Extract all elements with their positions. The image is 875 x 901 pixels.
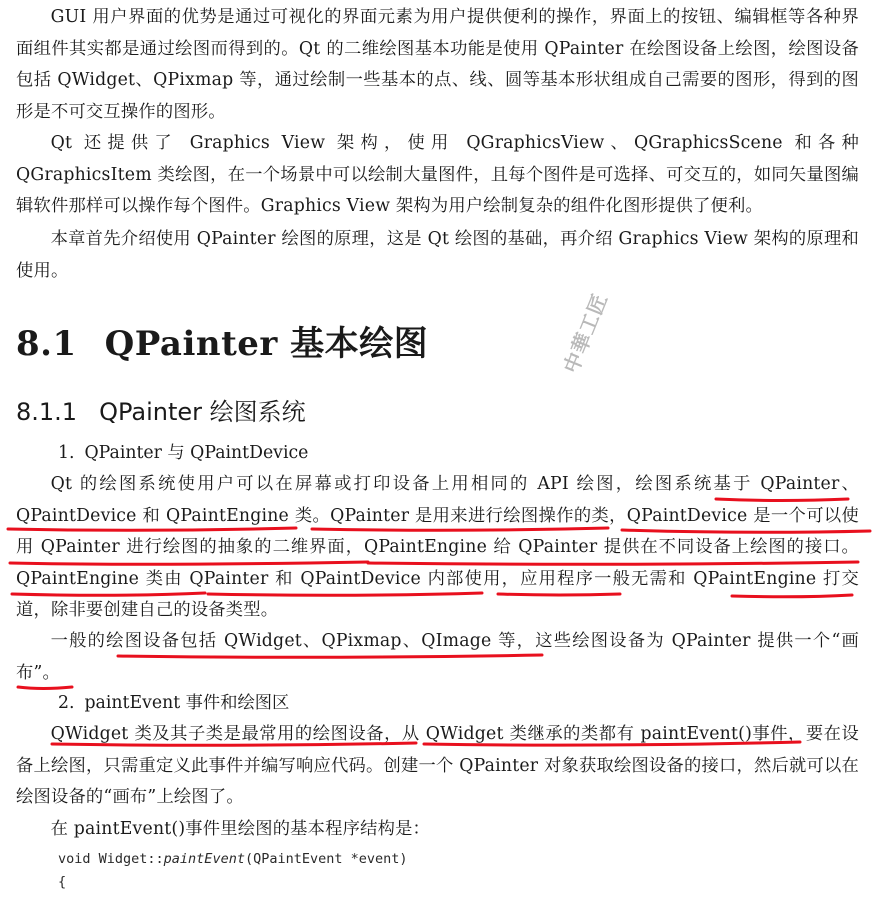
item-1-heading bbox=[58, 438, 308, 470]
code-func-params: (QPaintEvent *event) bbox=[244, 851, 408, 867]
code-func-name: paintEvent bbox=[163, 851, 245, 867]
item-1-paragraph-1: Qt 的绘图系统使用户可以在屏幕或打印设备上用相同的 API 绘图，绘图系统基于 QPainter、QPaintDevice 和 QPaintEngine 类。QPainter 是用来进行绘图操作的类，QPaintDevice 是一个可以使用 QPainter 进行绘图的抽象的二维界面，QPaintEngine 给 QPainter 提供在不同设备上绘图的接口。QPaintEngine 类由 QPainter 和 QPaintDevice 内部使用，应用程序一般无需和 QPaintEngine 打交道，除非要创建自己的设备类型。 bbox=[16, 474, 859, 621]
item-1-number: 1. bbox=[58, 443, 75, 463]
section-number: 8.1 bbox=[16, 324, 77, 364]
section-title: QPainter 基本绘图 bbox=[104, 324, 429, 364]
code-func-prefix: void Widget:: bbox=[58, 851, 164, 867]
watermark-stamp: 中華工匠 bbox=[558, 289, 613, 377]
item-2-paragraph-2: 在 paintEvent()事件里绘图的基本程序结构是： bbox=[50, 819, 431, 839]
intro-paragraph-3: 本章首先介绍使用 QPainter 绘图的原理，这是 Qt 绘图的基础，再介绍 Graphics View 架构的原理和使用。 bbox=[16, 229, 859, 281]
section-heading bbox=[16, 316, 428, 365]
item-1-title: QPainter 与 QPaintDevice bbox=[84, 443, 309, 463]
item-2-number: 2. bbox=[58, 693, 75, 713]
code-line-2: { bbox=[58, 874, 67, 890]
code-line-1 bbox=[58, 851, 408, 867]
intro-paragraph-2: Qt 还提供了 Graphics View 架构，使用 QGraphicsView、QGraphicsScene 和各种 QGraphicsItem 类绘图，在一个场景中可以绘制大量图件，且每个图件是可选择、可交互的，如同矢量图编辑软件那样可以操作每个图件。Graphics View 架构为用户绘制复杂的组件化图形提供了便利。 bbox=[16, 133, 859, 217]
subsection-heading bbox=[16, 392, 306, 427]
code-block bbox=[58, 848, 408, 894]
item-2-title: paintEvent 事件和绘图区 bbox=[84, 693, 290, 713]
item-2-paragraph-1: QWidget 类及其子类是最常用的绘图设备，从 QWidget 类继承的类都有 paintEvent()事件，要在设备上绘图，只需重定义此事件并编写响应代码。创建一个 QPainter 对象获取绘图设备的接口，然后就可以在绘图设备的“画布”上绘图了。 bbox=[16, 724, 859, 808]
item-1-paragraph-2: 一般的绘图设备包括 QWidget、QPixmap、QImage 等，这些绘图设备为 QPainter 提供一个“画布”。 bbox=[16, 631, 859, 683]
item-2-heading bbox=[58, 688, 289, 720]
intro-paragraph-1: GUI 用户界面的优势是通过可视化的界面元素为用户提供便利的操作，界面上的按钮、编辑框等各种界面组件其实都是通过绘图而得到的。Qt 的二维绘图基本功能是使用 QPainter 在绘图设备上绘图，绘图设备包括 QWidget、QPixmap 等，通过绘制一些基本的点、线、圆等基本形状组成自己需要的图形，得到的图形是不可交互操作的图形。 bbox=[16, 7, 859, 122]
subsection-number: 8.1.1 bbox=[16, 398, 78, 426]
subsection-title: QPainter 绘图系统 bbox=[99, 398, 306, 426]
